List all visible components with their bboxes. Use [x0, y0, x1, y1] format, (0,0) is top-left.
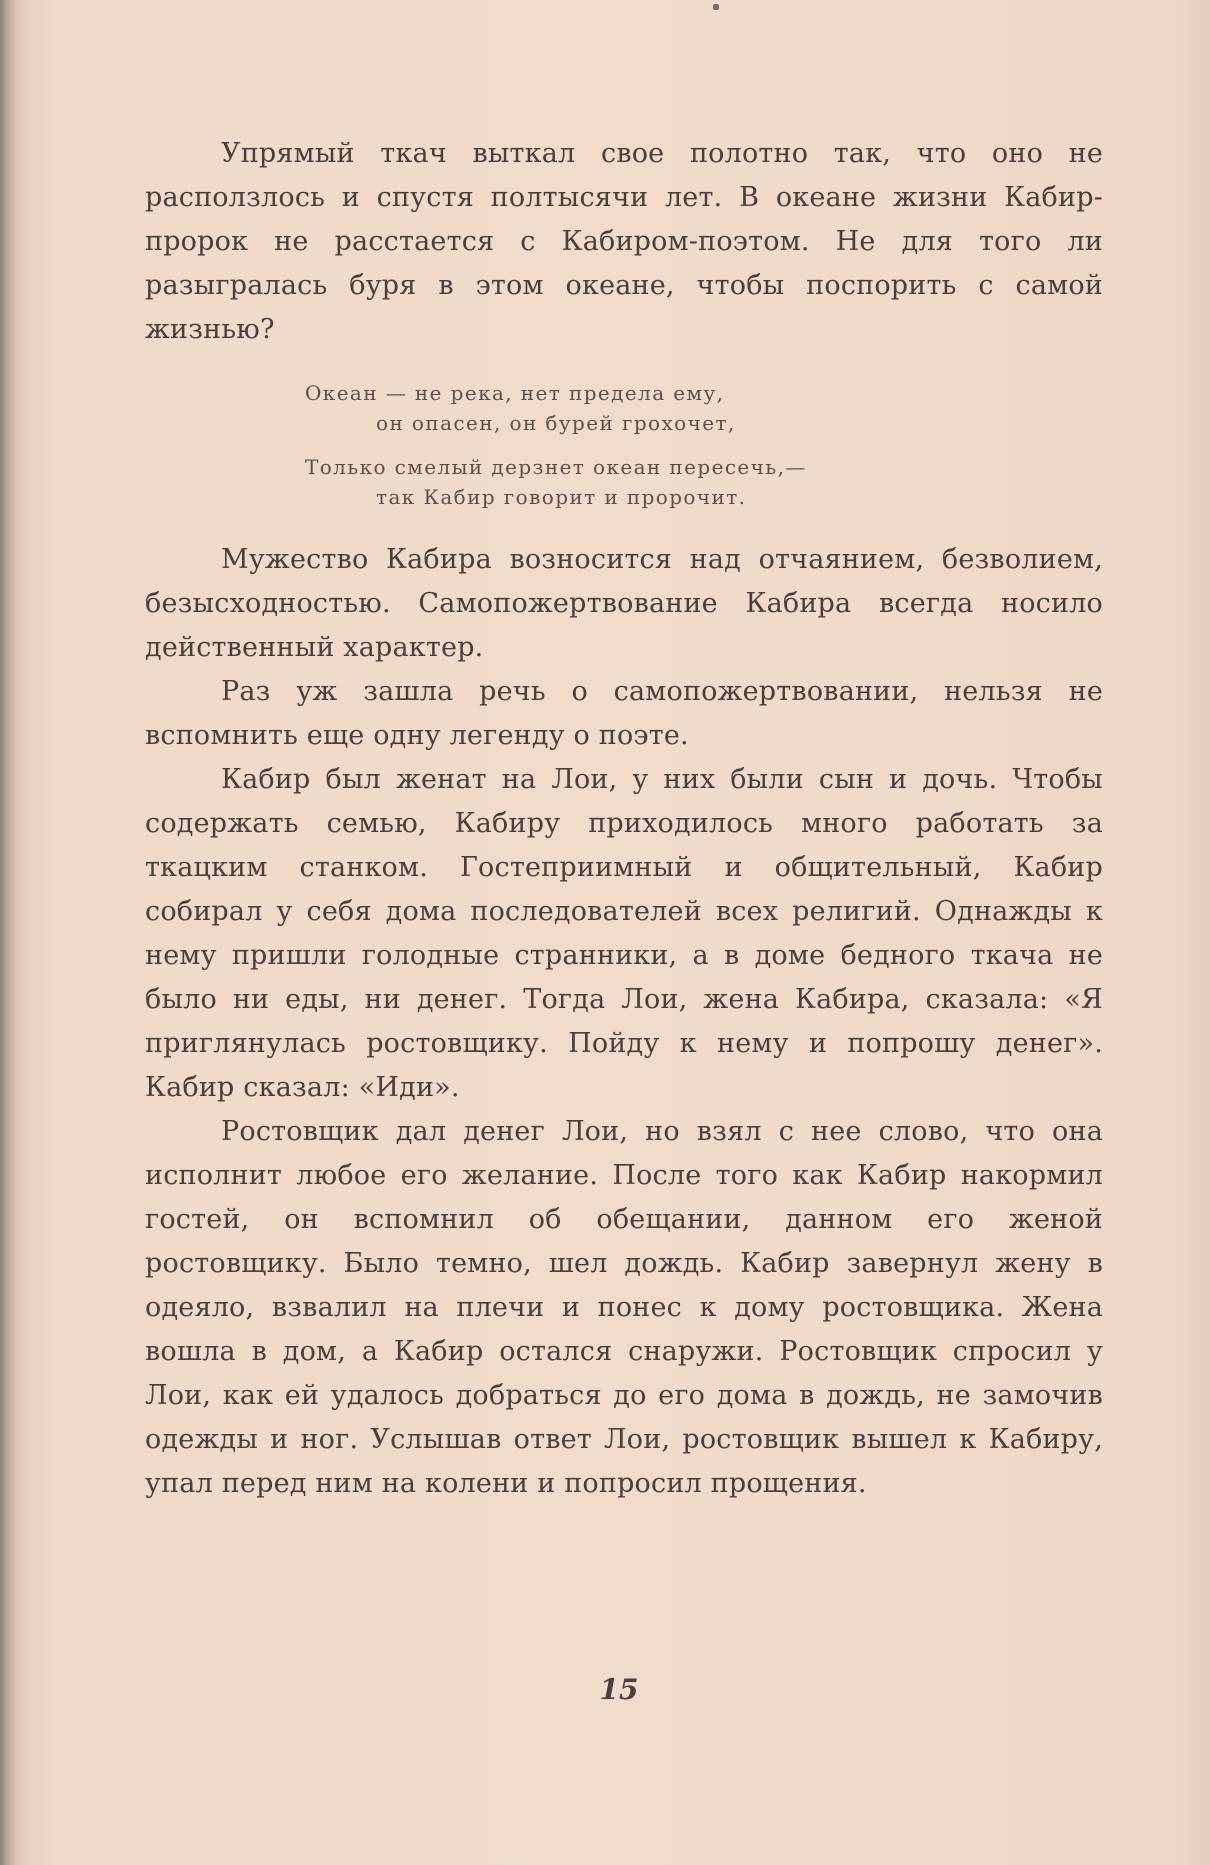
- verse-stanza: [305, 452, 1103, 512]
- paragraph-courage: Мужество Кабира возносится над отчаянием, безволием, безысходностью. Самопожертвование Кабира всегда носило действенный характер.: [145, 544, 1103, 663]
- page-content: [145, 132, 1103, 1506]
- verse-line: так Кабир говорит и пророчит.: [376, 485, 747, 509]
- paragraph-legend-intro: Раз уж зашла речь о самопожертвовании, нельзя не вспомнить еще одну легенду о поэте.: [145, 676, 1103, 751]
- verse-stanza: [305, 378, 1103, 438]
- paragraph-kabir-family: Кабир был женат на Лои, у них были сын и дочь. Чтобы содержать семью, Кабиру приходилось много работать за ткацким станком. Гостеприимный и общительный, Кабир собирал у себя дома последователей всех религий. Однажды к нему пришли голодные странники, а в доме бедного ткача не было ни еды, ни денег. Тогда Лои, жена Кабира, сказала: «Я приглянулась ростовщику. Пойду к нему и попрошу денег». Кабир сказал: «Иди».: [145, 764, 1103, 1103]
- print-mark: [713, 4, 719, 10]
- verse-block: [145, 378, 1103, 512]
- verse-line: Океан — не река, нет предела ему,: [305, 381, 725, 405]
- verse-line: Только смелый дерзнет океан пересечь,—: [305, 455, 807, 479]
- page-number: 15: [599, 1673, 639, 1706]
- paragraph-weaver: Упрямый ткач выткал свое полотно так, что оно не расползлось и спустя полтысячи лет. В океане жизни Кабир-пророк не расстается с Кабиром-поэтом. Не для того ли разыгралась буря в этом океане, чтобы поспорить с самой жизнью?: [145, 138, 1103, 345]
- paragraphs-after-verse: [145, 538, 1103, 1506]
- verse-line: он опасен, он бурей грохочет,: [376, 411, 736, 435]
- paragraph-moneylender: Ростовщик дал денег Лои, но взял с нее слово, что она исполнит любое его желание. После того как Кабир накормил гостей, он вспомнил об обещании, данном его женой ростовщику. Было темно, шел дождь. Кабир завернул жену в одеяло, взвалил на плечи и понес к дому ростовщика. Жена вошла в дом, а Кабир остался снаружи. Ростовщик спросил у Лои, как ей удалось добраться до его дома в дождь, не замочив одежды и ног. Услышав ответ Лои, ростовщик вышел к Кабиру, упал перед ним на колени и попросил прощения.: [145, 1116, 1103, 1499]
